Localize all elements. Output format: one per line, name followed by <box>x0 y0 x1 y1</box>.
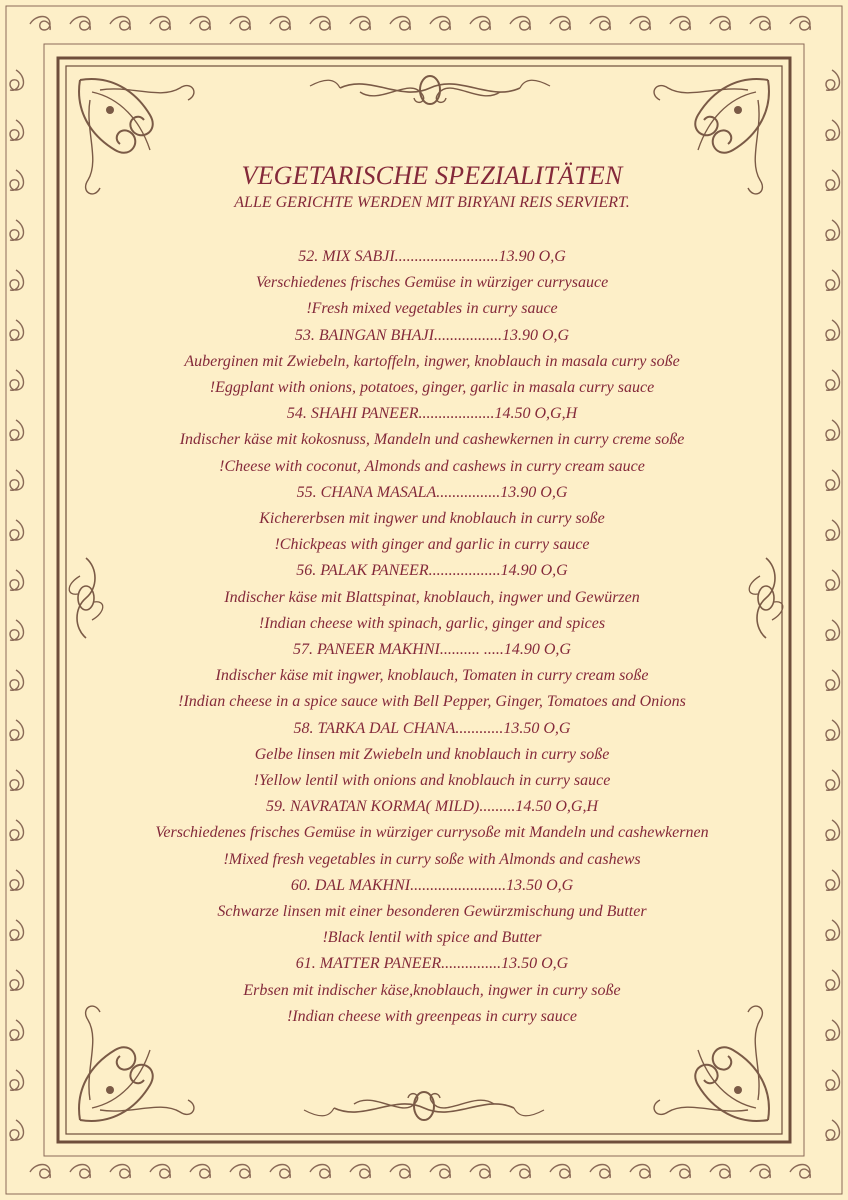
dish-description-german: Gelbe linsen mit Zwiebeln und knoblauch in curry soße <box>254 745 610 763</box>
dish-description-english: !Cheese with coconut, Almonds and cashews in curry cream sauce <box>219 457 645 475</box>
dish-description-german: Kichererbsen mit ingwer und knoblauch in curry soße <box>259 510 605 528</box>
dish-description-english: !Indian cheese with spinach, garlic, ginger and spices <box>258 614 606 632</box>
dish-heading: 55. CHANA MASALA................13.90 O,G <box>296 483 568 501</box>
dish-description-english: !Indian cheese in a spice sauce with Bell Pepper, Ginger, Tomatoes and Onions <box>178 693 686 711</box>
dish-description-english: !Chickpeas with ginger and garlic in curry sauce <box>274 536 590 554</box>
dish-item <box>90 637 774 716</box>
dish-description-english: !Yellow lentil with onions and knoblauch in curry sauce <box>253 772 611 790</box>
dish-heading: 59. NAVRATAN KORMA( MILD).........14.50 O,G,H <box>265 798 599 816</box>
dish-description-english: !Indian cheese with greenpeas in curry sauce <box>287 1007 577 1025</box>
dish-description-english: !Black lentil with spice and Butter <box>322 929 542 947</box>
dish-heading: 53. BAINGAN BHAJI.................13.90 O,G <box>294 326 570 344</box>
dish-item <box>90 794 774 873</box>
menu-title: VEGETARISCHE SPEZIALITÄTEN <box>241 161 623 190</box>
dish-item <box>90 716 774 795</box>
dish-description-german: Verschiedenes frisches Gemüse in würziger currysoße mit Mandeln und cashewkernen <box>155 824 709 842</box>
dish-heading: 54. SHAHI PANEER...................14.50 O,G,H <box>286 405 578 423</box>
dish-item <box>90 401 774 480</box>
dish-item <box>90 558 774 637</box>
dish-description-german: Indischer käse mit Blattspinat, knoblauch, ingwer und Gewürzen <box>224 588 640 606</box>
dish-list <box>90 244 774 1030</box>
dish-description-german: Indischer käse mit kokosnuss, Mandeln und cashewkernen in curry creme soße <box>179 431 685 449</box>
dish-heading: 57. PANEER MAKHNI.......... .....14.90 O,G <box>293 641 571 659</box>
menu-content <box>90 160 774 1030</box>
dish-description-german: Auberginen mit Zwiebeln, kartoffeln, ingwer, knoblauch in masala curry soße <box>184 352 680 370</box>
dish-description-german: Indischer käse mit ingwer, knoblauch, Tomaten in curry cream soße <box>215 667 649 685</box>
dish-description-german: Schwarze linsen mit einer besonderen Gewürzmischung und Butter <box>217 903 647 921</box>
dish-heading: 52. MIX SABJI..........................13.90 O,G <box>298 248 566 265</box>
dish-description-german: Erbsen mit indischer käse,knoblauch, ingwer in curry soße <box>243 981 621 999</box>
dish-heading: 58. TARKA DAL CHANA............13.50 O,G <box>293 719 571 737</box>
dish-description-english: !Fresh mixed vegetables in curry sauce <box>306 300 558 318</box>
dish-item <box>90 244 774 323</box>
dish-item <box>90 873 774 952</box>
dish-heading: 61. MATTER PANEER...............13.50 O,G <box>295 955 569 973</box>
dish-item <box>90 323 774 402</box>
dish-item <box>90 480 774 559</box>
dish-description-german: Verschiedenes frisches Gemüse in würziger currysauce <box>255 274 609 292</box>
dish-item <box>90 951 774 1030</box>
dish-description-english: !Eggplant with onions, potatoes, ginger, garlic in masala curry sauce <box>209 379 655 397</box>
dish-heading: 56. PALAK PANEER..................14.90 O,G <box>296 562 568 580</box>
dish-description-english: !Mixed fresh vegetables in curry soße with Almonds and cashews <box>223 850 641 868</box>
dish-heading: 60. DAL MAKHNI........................13.50 O,G <box>290 876 574 894</box>
menu-subtitle: ALLE GERICHTE WERDEN MIT BIRYANI REIS SERVIERT. <box>234 194 630 211</box>
